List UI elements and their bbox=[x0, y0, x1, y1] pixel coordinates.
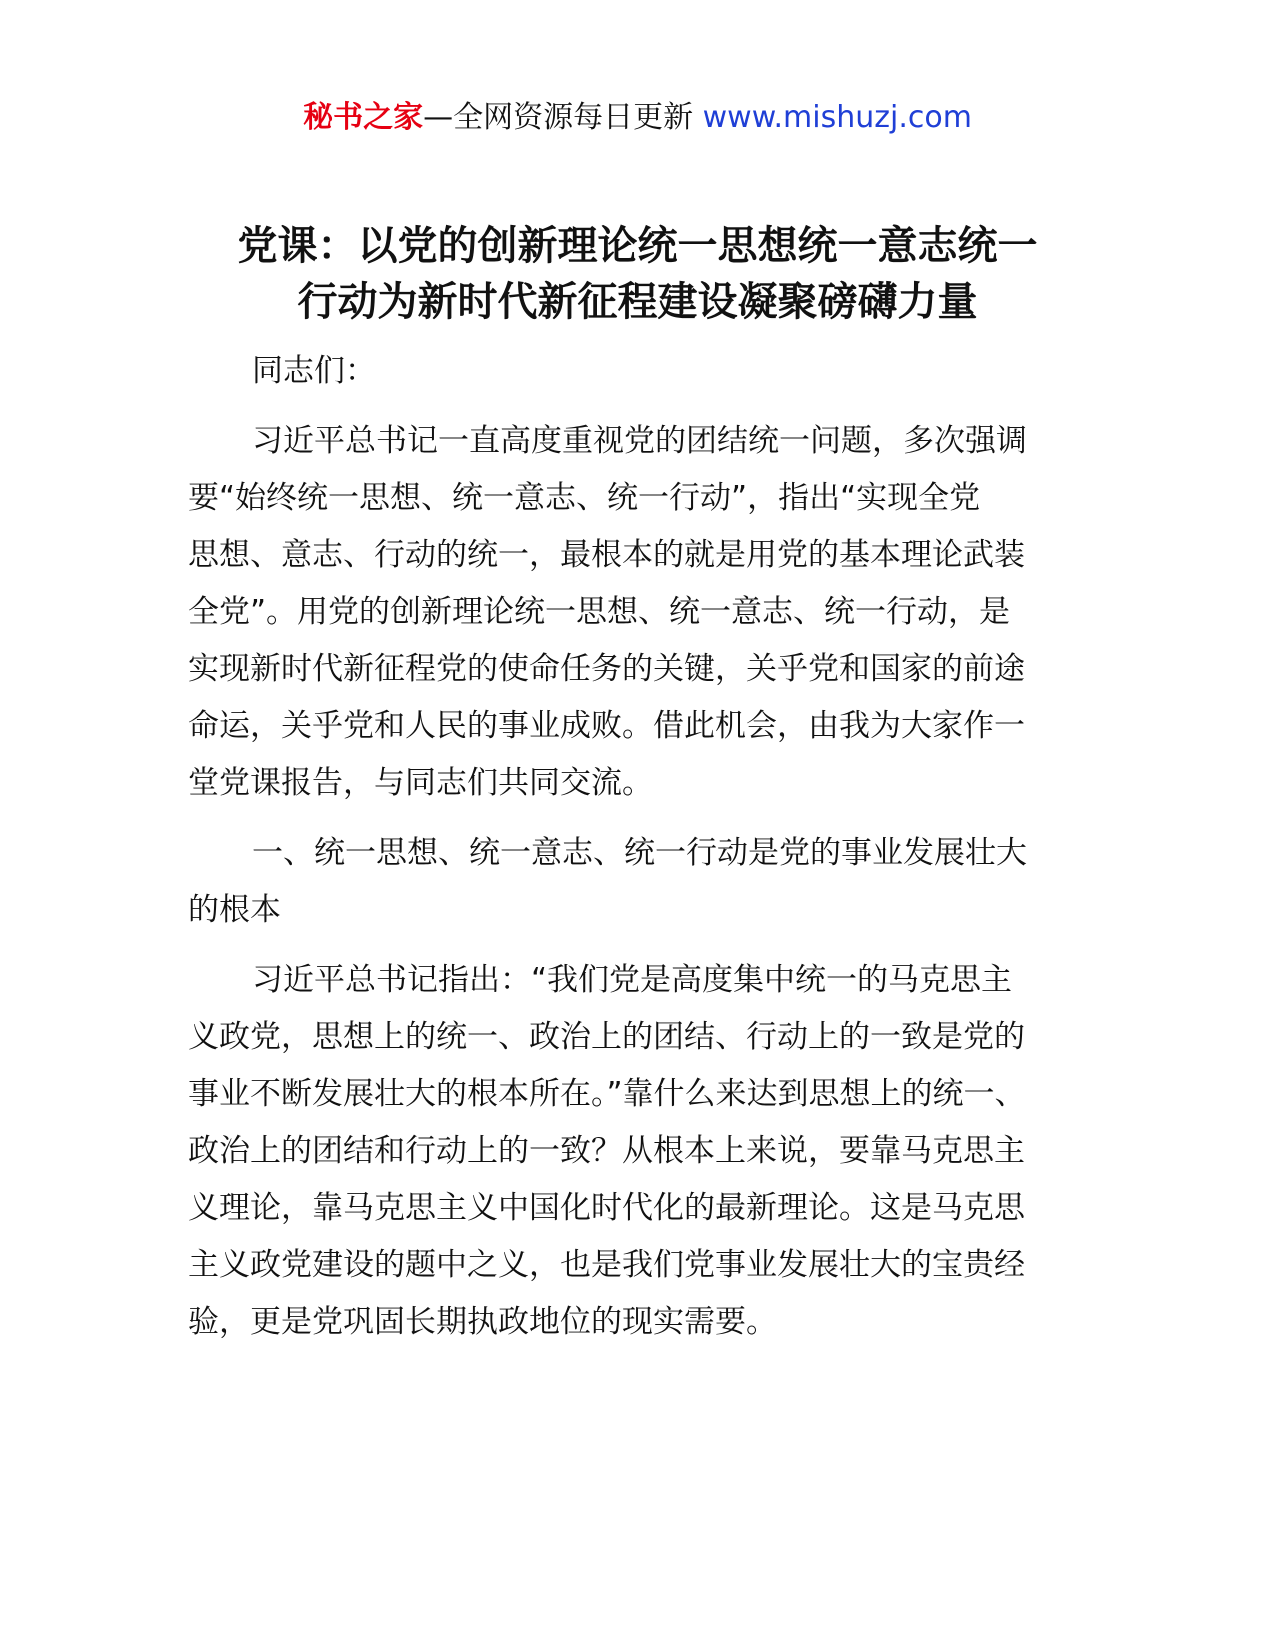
paragraph-line: 验，更是党巩固长期执政地位的现实需要。 bbox=[188, 1304, 777, 1340]
paragraph-line: 政治上的团结和行动上的一致？从根本上来说，要靠马克思主 bbox=[188, 1133, 1025, 1169]
paragraph-line: 命运，关乎党和人民的事业成败。借此机会，由我为大家作一 bbox=[188, 708, 1025, 744]
paragraph-line: 事业不断发展壮大的根本所在。”靠什么来达到思想上的统一、 bbox=[188, 1076, 1026, 1112]
greeting-text: 同志们： bbox=[252, 353, 376, 389]
greeting-paragraph bbox=[188, 343, 1088, 400]
site-brand: 秘书之家 bbox=[303, 100, 424, 135]
site-url-link[interactable]: www.mishuzj.com bbox=[702, 100, 972, 135]
section-heading-line: 一、统一思想、统一意志、统一行动是党的事业发展壮大 bbox=[252, 835, 1027, 871]
paragraph-line: 堂党课报告，与同志们共同交流。 bbox=[188, 765, 653, 801]
section-heading-1 bbox=[188, 825, 1088, 939]
intro-paragraph bbox=[188, 413, 1088, 812]
paragraph-line: 主义政党建设的题中之义，也是我们党事业发展壮大的宝贵经 bbox=[188, 1247, 1025, 1283]
section1-paragraph bbox=[188, 952, 1088, 1351]
paragraph-line: 习近平总书记一直高度重视党的团结统一问题，多次强调 bbox=[252, 423, 1027, 459]
site-tagline: —全网资源每日更新 bbox=[423, 100, 694, 135]
paragraph-line: 义政党，思想上的统一、政治上的团结、行动上的一致是党的 bbox=[188, 1019, 1025, 1055]
paragraph-line: 习近平总书记指出：“我们党是高度集中统一的马克思主 bbox=[252, 962, 1013, 998]
title-line-1: 党课：以党的创新理论统一思想统一意志统一 bbox=[237, 223, 1038, 269]
section-heading-line: 的根本 bbox=[188, 892, 281, 928]
paragraph-line: 义理论，靠马克思主义中国化时代化的最新理论。这是马克思 bbox=[188, 1190, 1025, 1226]
paragraph-line: 全党”。用党的创新理论统一思想、统一意志、统一行动，是 bbox=[188, 594, 1011, 630]
title-line-2: 行动为新时代新征程建设凝聚磅礴力量 bbox=[297, 279, 978, 325]
paragraph-line: 实现新时代新征程党的使命任务的关键，关乎党和国家的前途 bbox=[188, 651, 1025, 687]
paragraph-line: 思想、意志、行动的统一，最根本的就是用党的基本理论武装 bbox=[188, 537, 1025, 573]
site-header bbox=[0, 96, 1275, 140]
document-body bbox=[188, 343, 1088, 1364]
document-title bbox=[150, 218, 1125, 330]
paragraph-line: 要“始终统一思想、统一意志、统一行动”，指出“实现全党 bbox=[188, 480, 981, 516]
